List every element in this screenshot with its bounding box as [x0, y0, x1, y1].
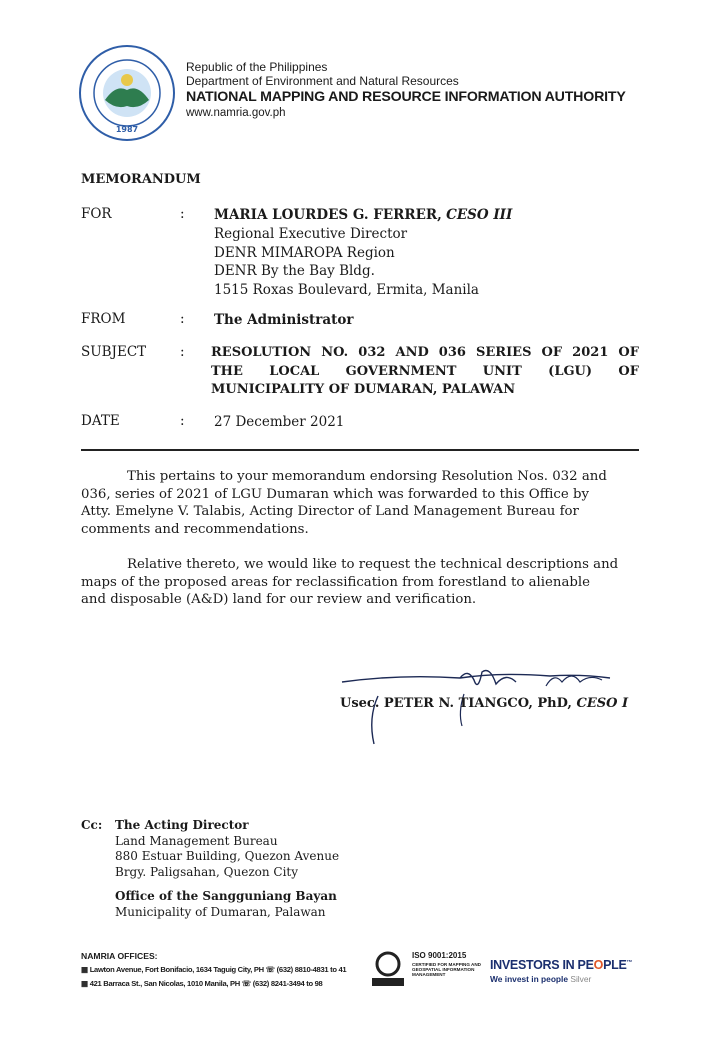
investors-in-people-logo: INVESTORS IN PEOPLE™: [490, 958, 633, 972]
cc-recipient-1-title: The Acting Director: [115, 818, 249, 832]
letterhead-republic: Republic of the Philippines: [186, 60, 328, 74]
subject-colon: :: [180, 344, 185, 360]
for-recipient: [214, 206, 512, 300]
footer-offices-label: NAMRIA OFFICES:: [81, 951, 158, 961]
footer-office-2: [81, 979, 322, 988]
for-ceso: CESO III: [446, 207, 513, 223]
letterhead-department: Department of Environment and Natural Resources: [186, 74, 459, 88]
cc-line: Municipality of Dumaran, Palawan: [115, 904, 326, 919]
subject-line: RESOLUTION NO. 032 AND 036 SERIES OF 2021 OF: [211, 345, 639, 360]
iip-o-icon: O: [593, 958, 604, 972]
seal-year: 1987: [115, 125, 139, 134]
office-address: Lawton Avenue, Fort Bonifacio, 1634 Taguig City, PH: [89, 965, 264, 974]
iso-certification-logo: [368, 950, 408, 988]
footer-office-1: [81, 965, 346, 974]
subject-label: SUBJECT: [81, 344, 147, 360]
paragraph-line: maps of the proposed areas for reclassification from forestland to alienable: [81, 574, 591, 590]
phone-icon: ☏: [241, 979, 251, 988]
for-colon: :: [180, 206, 185, 222]
office-phone: (632) 8241-3494 to 98: [252, 979, 323, 988]
office-address: 421 Barraca St., San Nicolas, 1010 Manila, PH: [89, 979, 240, 988]
subject-value: [211, 344, 639, 400]
letterhead-website[interactable]: www.namria.gov.ph: [186, 107, 286, 119]
for-line: DENR By the Bay Bldg.: [214, 263, 375, 280]
iip-level: Silver: [570, 974, 592, 984]
cc-line: 880 Estuar Building, Quezon Avenue: [115, 849, 340, 863]
paragraph-line: and disposable (A&D) land for our review and verification.: [81, 592, 477, 608]
cc-recipient-2-title: Office of the Sangguniang Bayan: [115, 889, 337, 903]
for-name: MARIA LOURDES G. FERRER,: [214, 207, 442, 223]
for-line: 1515 Roxas Boulevard, Ermita, Manila: [214, 282, 479, 299]
for-line: DENR MIMAROPA Region: [214, 244, 395, 261]
paragraph-line: This pertains to your memorandum endorsing Resolution Nos. 032 and: [127, 469, 607, 484]
phone-icon: ☏: [265, 965, 275, 974]
date-colon: :: [180, 413, 185, 429]
from-label: FROM: [81, 311, 126, 327]
for-line: Regional Executive Director: [214, 225, 408, 242]
letterhead-agency: NATIONAL MAPPING AND RESOURCE INFORMATION AUTHORITY: [186, 89, 626, 105]
for-label: FOR: [81, 206, 112, 222]
iip-tagline: We invest in people Silver: [490, 974, 592, 984]
cc-line: Land Management Bureau: [115, 833, 278, 848]
signatory-ceso: CESO I: [576, 696, 629, 711]
subject-line: MUNICIPALITY OF DUMARAN, PALAWAN: [211, 382, 516, 397]
signatory-name: PETER N. TIANGCO, PhD,: [383, 696, 572, 711]
iso-title: ISO 9001:2015: [412, 951, 467, 960]
signatory-block: [340, 696, 628, 711]
paragraph-line: 036, series of 2021 of LGU Dumaran which was forwarded to this Office by: [81, 486, 589, 502]
iso-subtitle: CERTIFIED FOR MAPPING AND GEOSPATIAL INFORMATION MANAGEMENT: [412, 962, 481, 977]
paragraph-line: Relative thereto, we would like to request the technical descriptions and: [127, 557, 619, 572]
building-icon: ▦: [81, 979, 88, 988]
date-label: DATE: [81, 413, 120, 429]
namria-seal-logo: [78, 44, 176, 142]
cc-line: Brgy. Paligsahan, Quezon City: [115, 864, 299, 879]
paragraph-line: Atty. Emelyne V. Talabis, Acting Director of Land Management Bureau for: [81, 504, 579, 520]
memo-heading: MEMORANDUM: [81, 172, 201, 187]
office-phone: (632) 8810-4831 to 41: [276, 965, 347, 974]
cc-block: [81, 818, 339, 920]
from-value: The Administrator: [214, 312, 354, 328]
subject-line: THE LOCAL GOVERNMENT UNIT (LGU) OF: [211, 363, 639, 379]
for-name-line: [214, 206, 512, 225]
building-icon: ▦: [81, 965, 88, 974]
from-colon: :: [180, 311, 185, 327]
date-value: 27 December 2021: [214, 414, 345, 430]
header-divider: [81, 449, 639, 451]
signatory-prefix: Usec.: [340, 696, 380, 711]
body-paragraph-2: [81, 556, 639, 609]
body-paragraph-1: [81, 468, 639, 538]
paragraph-line: comments and recommendations.: [81, 521, 309, 537]
cc-label: Cc:: [81, 818, 103, 832]
